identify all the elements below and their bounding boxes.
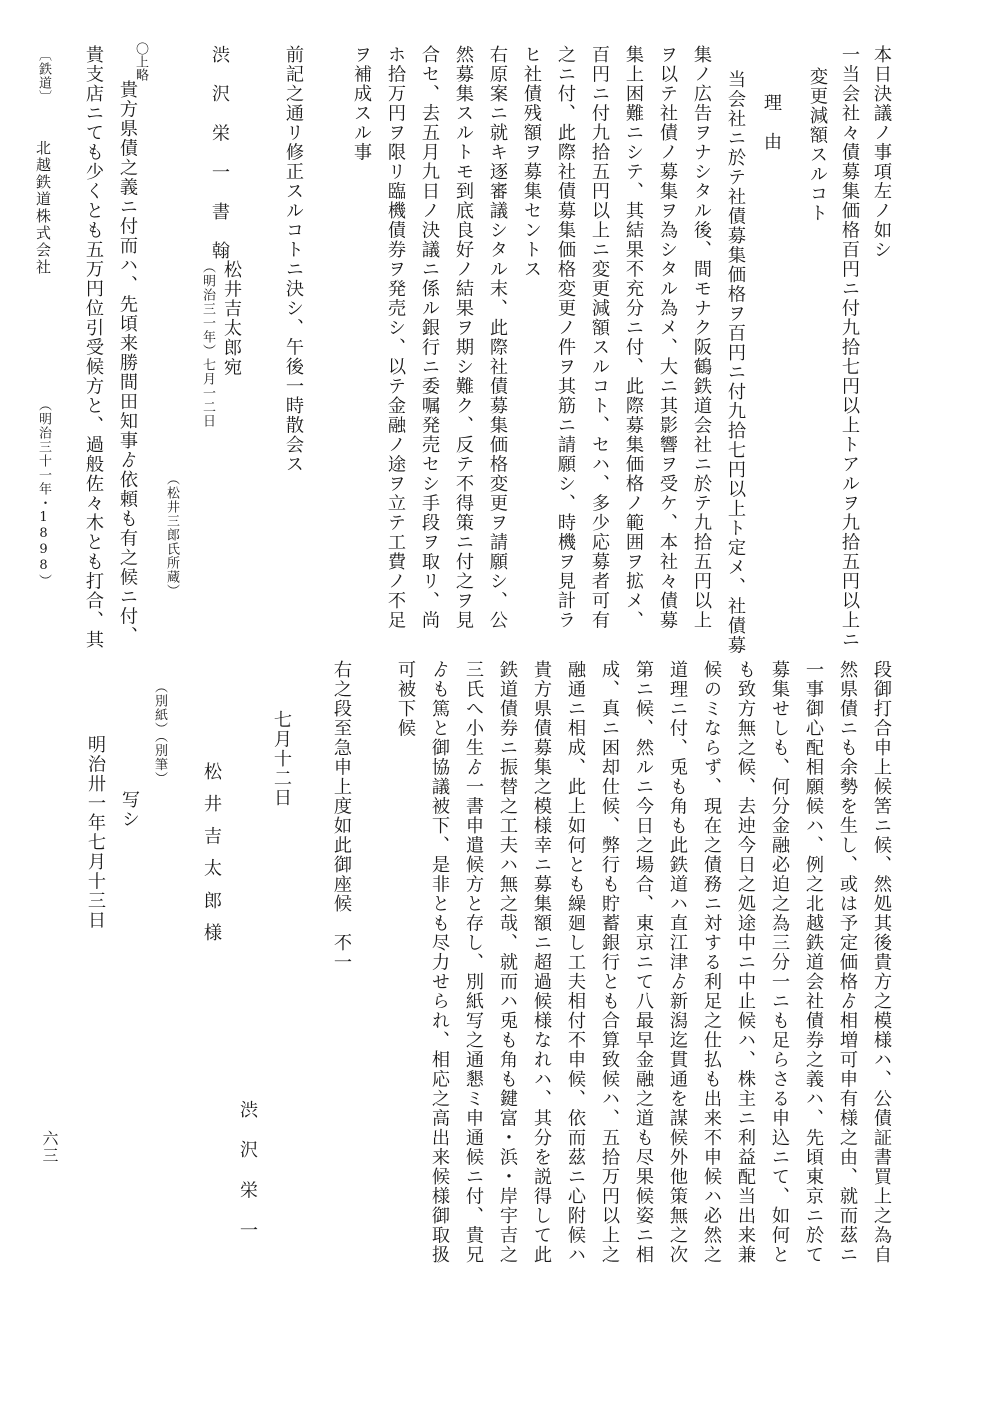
- enclosure-label: （別紙）（別筆）: [152, 680, 167, 786]
- text-line: 可被下候: [395, 660, 416, 738]
- text-line: 之ニ付、此際社債募集価格変更ノ件ヲ其筋ニ請願シ、時機ヲ見計ラ: [555, 45, 576, 630]
- letter-date: （明治三一年）七月一二日: [200, 260, 215, 428]
- text-line: 成、真ニ困却仕候、弊行も貯蓄銀行とも合算致候ハ、五拾万円以上之: [599, 660, 620, 1265]
- text-line: 道理ニ付、兎も角も此鉄道ハ直江津ゟ新潟迄貫通を謀候外他策無之次: [667, 660, 688, 1265]
- text-line: 段御打合申上候筈ニ候、然処其後貴方之模様ハ、公債証書買上之為自: [871, 660, 892, 1265]
- text-line: 貴支店ニても少くとも五万円位引受候方と、過般佐々木とも打合、其: [83, 45, 104, 650]
- closing-date: 七月十二日: [271, 710, 292, 808]
- text-line: ヲ以テ社債ノ募集ヲ為シタル為メ、大ニ其影響ヲ受ケ、本社々債募: [657, 45, 678, 630]
- text-line: も致方無之候、去迚今日之処途中ニ中止候ハ、株主ニ利益配当出来兼: [735, 660, 756, 1265]
- text-line: 集ノ広告ヲナシタル後、間モナク阪鶴鉄道会社ニ於テ九拾五円以上: [691, 45, 712, 630]
- collection-note: （松井三郎氏所蔵）: [164, 472, 179, 598]
- sender-signature: 渋沢栄一: [237, 1100, 258, 1261]
- addressee: 松井吉太郎宛: [221, 260, 242, 377]
- text-line: 然募集スルトモ到底良好ノ結果ヲ期シ難ク、反テ不得策ニ付之ヲ見: [453, 45, 474, 630]
- omission-mark: 〇上略: [133, 42, 148, 81]
- text-line: 然県債ニも余勢を生し、或は予定価格ゟ相増可申有様之由、就而茲ニ: [837, 660, 858, 1265]
- text-line: ヒ社債残額ヲ募集セントス: [521, 45, 542, 279]
- text-line: 鉄道債券ニ振替之工夫ハ無之哉、就而ハ兎も角も鍵富・浜・岸宇吉之: [497, 660, 518, 1265]
- text-line: 当会社ニ於テ社債募集価格ヲ百円ニ付九拾七円以上ト定メ、社債募: [725, 70, 746, 655]
- text-line: 募集せしも、何分金融必迫之為三分一ニも足らさる申込ニて、如何と: [769, 660, 790, 1265]
- section-heading: 理 由: [761, 93, 782, 152]
- text-line: 貴方県債之義ニ付而ハ、先頃来勝間田知事ゟ依頼も有之候ニ付、: [117, 80, 138, 646]
- text-line: 一当会社々債募集価格百円ニ付九拾七円以上トアルヲ九拾五円以上ニ: [839, 45, 860, 650]
- recipient: 松井吉太郎様: [201, 762, 222, 956]
- page-number: 六三: [40, 1130, 59, 1164]
- source-category: 〔鉄道〕: [36, 48, 51, 104]
- source-company: 北越鉄道株式会社: [34, 140, 52, 276]
- text-line: 前記之通リ修正スルコトニ決シ、午後一時散会ス: [283, 45, 304, 474]
- text-line: 右之段至急申上度如此御座候 不一: [331, 660, 352, 972]
- text-line: ヲ補成スル事: [351, 45, 372, 162]
- text-line: 三氏へ小生ゟ一書申遣候方と存し、別紙写之通懇ミ申通候ニ付、貴兄: [463, 660, 484, 1265]
- text-line: 一事御心配相願候ハ、例之北越鉄道会社債券之義ハ、先頃東京ニ於て: [803, 660, 824, 1265]
- text-line: 合セ、去五月九日ノ決議ニ係ル銀行ニ委嘱発売セシ手段ヲ取リ、尚: [419, 45, 440, 630]
- text-line: 本日決議ノ事項左ノ如シ: [871, 45, 892, 260]
- text-line: ゟも篤と御協議被下、是非とも尽力せられ、相応之高出来候様御取扱: [429, 660, 450, 1265]
- text-line: 貴方県債募集之模様幸ニ募集額ニ超過候様なれハ、其分を説得して此: [531, 660, 552, 1265]
- text-line: 第ニ候、然ルニ今日之場合、東京ニて八最早金融之道も尽果候姿ニ相: [633, 660, 654, 1265]
- text-line: 集上困難ニシテ、其結果不充分ニ付、此際募集価格ノ範囲ヲ拡メ、: [623, 45, 644, 630]
- text-line: 融通ニ相成、此上如何とも繰廻し工夫相付不申候、依而茲ニ心附候ハ: [565, 660, 586, 1265]
- text-line: 候のミならず、現在之債務ニ対する利足之仕払も出来不申候ハ必然之: [701, 660, 722, 1265]
- copy-label: 写シ: [119, 790, 140, 829]
- letter-heading: 渋沢栄一書翰: [209, 45, 230, 281]
- source-year: （明治三十一年・1898）: [36, 398, 51, 588]
- text-line: 百円ニ付九拾五円以上ニ変更減額スルコト、セハ、多少応募者可有: [589, 45, 610, 630]
- text-line: ホ拾万円ヲ限リ臨機債券ヲ発売シ、以テ金融ノ途ヲ立テ工費ノ不足: [385, 45, 406, 630]
- text-line: 右原案ニ就キ逐審議シタル末、此際社債募集価格変更ヲ請願シ、公: [487, 45, 508, 630]
- copy-date: 明治卅一年七月十三日: [85, 735, 106, 930]
- text-line: 変更減額スルコト: [807, 67, 828, 223]
